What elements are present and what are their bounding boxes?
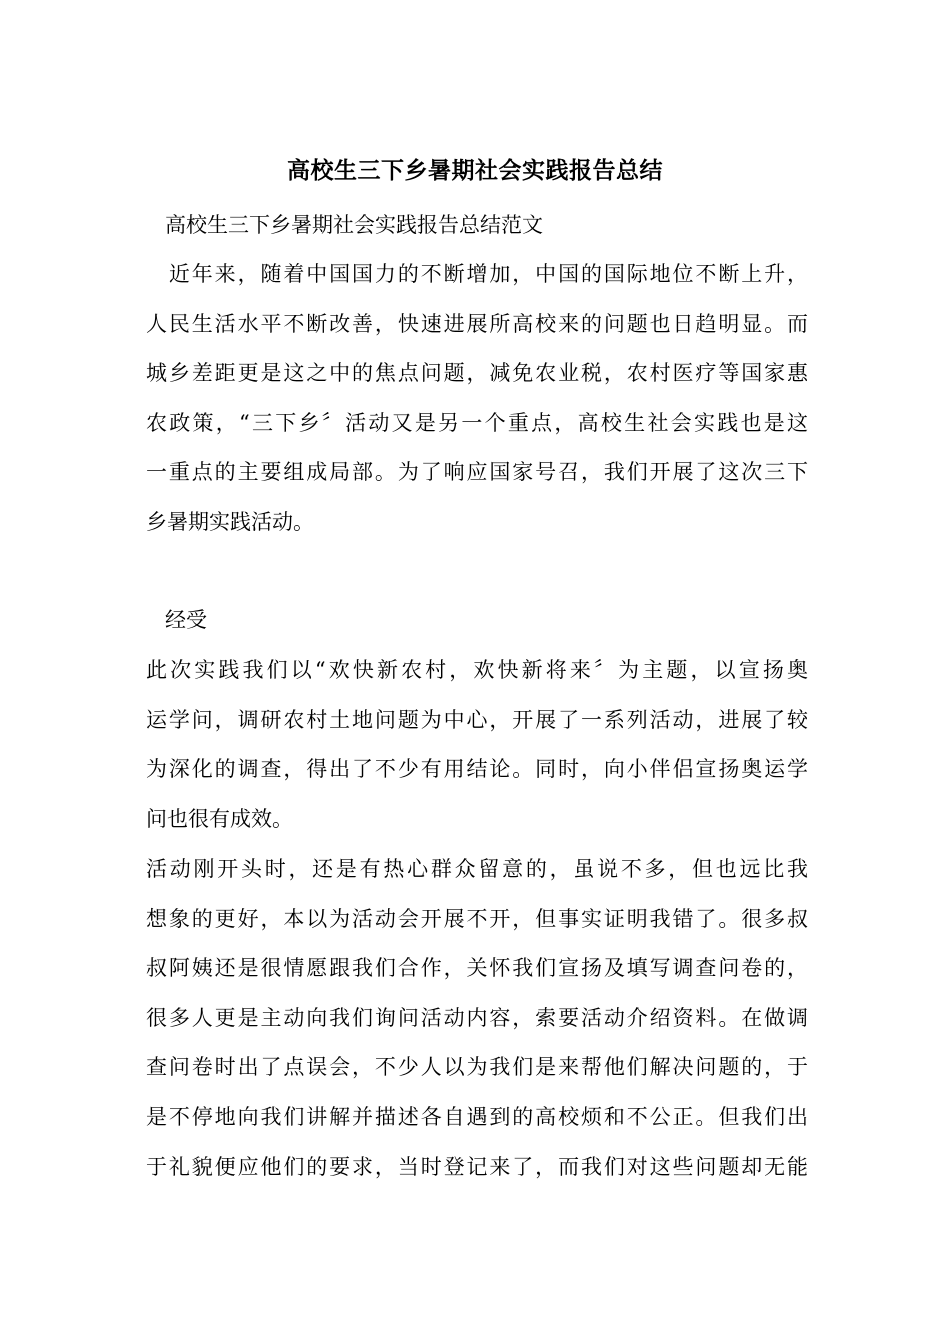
text-line: 农政策，“三下乡〞活动又是另一个重点，高校生社会实践也是这 (146, 410, 808, 435)
text-line: 近年来，随着中国国力的不断增加，中国的国际地位不断上升， (146, 262, 808, 286)
text-line: 很多人更是主动向我们询问活动内容，索要活动介绍资料。在做调 (146, 1005, 808, 1030)
text-line: 想象的更好，本以为活动会开展不开，但事实证明我错了。很多叔 (146, 906, 808, 931)
document-title: 高校生三下乡暑期社会实践报告总结 (287, 157, 663, 184)
text-line: 此次实践我们以“欢快新农村，欢快新将来〞为主题，以宣扬奥 (146, 658, 808, 682)
text-line: 问也很有成效。 (146, 806, 293, 831)
paragraph-experience (146, 646, 808, 844)
text-line: 一重点的主要组成局部。为了响应国家号召，我们开展了这次三下 (146, 460, 808, 485)
text-line: 查问卷时出了点误会，不少人以为我们是来帮他们解决问题的，于 (146, 1055, 808, 1080)
paragraph-activity (146, 845, 808, 1192)
text-line: 于礼貌便应他们的要求，当时登记来了，而我们对这些问题却无能 (146, 1154, 808, 1179)
document-subtitle: 高校生三下乡暑期社会实践报告总结范文 (165, 213, 543, 237)
text-line: 为深化的调查，得出了不少有用结论。同时，向小伴侣宣扬奥运学 (146, 757, 808, 782)
text-line: 城乡差距更是这之中的焦点问题，减免农业税，农村医疗等国家惠 (146, 361, 808, 386)
text-line: 活动刚开头时，还是有热心群众留意的，虽说不多，但也远比我 (146, 857, 808, 881)
section-heading: 经受 (165, 608, 207, 632)
text-line: 人民生活水平不断改善，快速进展所高校来的问题也日趋明显。而 (146, 311, 808, 336)
text-line: 乡暑期实践活动。 (146, 509, 314, 534)
paragraph-intro (146, 250, 808, 548)
text-line: 运学问，调研农村土地问题为中心，开展了一系列活动，进展了较 (146, 707, 808, 732)
text-line: 是不停地向我们讲解并描述各自遇到的高校烦和不公正。但我们出 (146, 1104, 808, 1129)
text-line: 叔阿姨还是很情愿跟我们合作，关怀我们宣扬及填写调查问卷的， (146, 956, 808, 981)
